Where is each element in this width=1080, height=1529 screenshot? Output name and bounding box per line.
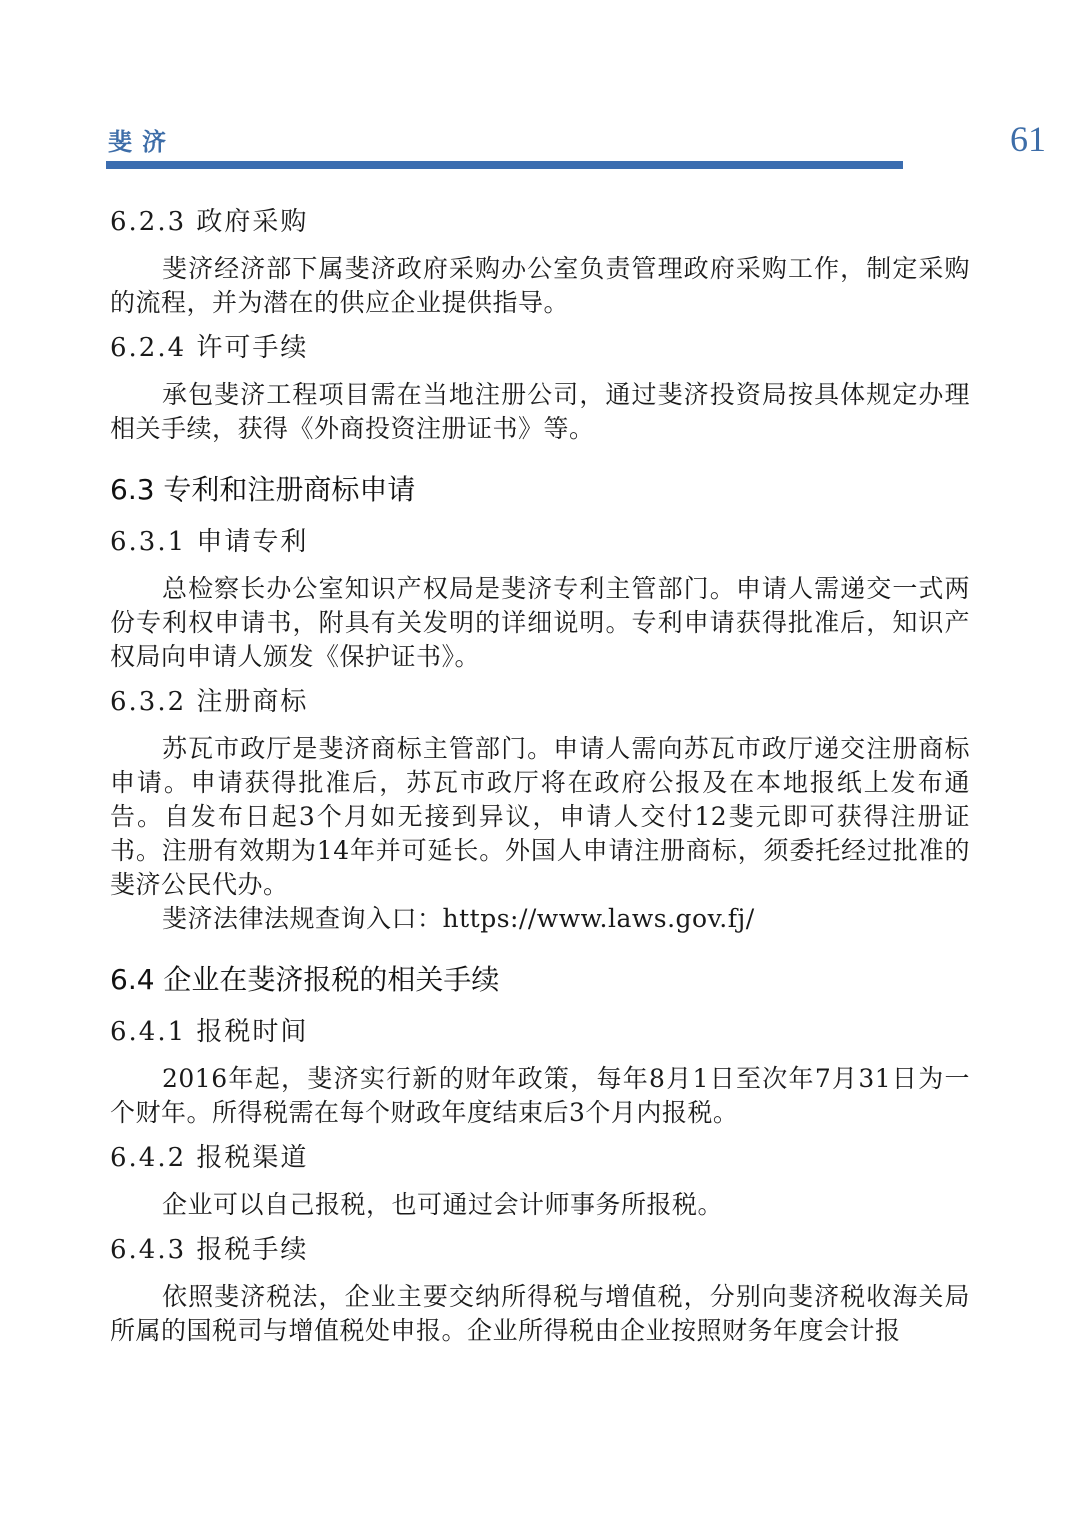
- subsection-heading: 6.3.2 注册商标: [110, 687, 309, 717]
- page-content: [110, 198, 970, 1358]
- paragraph: 总检察长办公室知识产权局是斐济专利主管部门。申请人需递交一式两份专利权申请书，附具有关发明的详细说明。专利申请获得批准后，知识产权局向申请人颁发《保护证书》。: [110, 574, 970, 671]
- subsection-heading: 6.4.1 报税时间: [110, 1017, 309, 1047]
- section-heading: 6.3 专利和注册商标申请: [110, 473, 416, 506]
- header-rule: [106, 161, 903, 169]
- page-number: 61: [1010, 119, 1046, 159]
- subsection-heading: 6.2.4 许可手续: [110, 333, 309, 363]
- laws-link-paragraph[interactable]: 斐济法律法规查询入口：https://www.laws.gov.fj/: [162, 904, 755, 933]
- subsection-heading: 6.3.1 申请专利: [110, 527, 309, 557]
- subsection-heading: 6.4.3 报税手续: [110, 1235, 309, 1265]
- paragraph: 依照斐济税法，企业主要交纳所得税与增值税，分别向斐济税收海关局所属的国税司与增值税处申报。企业所得税由企业按照财务年度会计报: [110, 1282, 970, 1345]
- running-header-title: 斐济: [108, 128, 176, 156]
- section-heading: 6.4 企业在斐济报税的相关手续: [110, 963, 500, 996]
- paragraph: 斐济经济部下属斐济政府采购办公室负责管理政府采购工作，制定采购的流程，并为潜在的供应企业提供指导。: [110, 254, 970, 317]
- subsection-heading: 6.2.3 政府采购: [110, 207, 309, 237]
- paragraph: 苏瓦市政厅是斐济商标主管部门。申请人需向苏瓦市政厅递交注册商标申请。申请获得批准后，苏瓦市政厅将在政府公报及在本地报纸上发布通告。自发布日起3个月如无接到异议，申请人交付12斐元即可获得注册证书。注册有效期为14年并可延长。外国人申请注册商标，须委托经过批准的斐济公民代办。: [110, 734, 970, 899]
- paragraph: 企业可以自己报税，也可通过会计师事务所报税。: [162, 1190, 724, 1219]
- paragraph: 承包斐济工程项目需在当地注册公司，通过斐济投资局按具体规定办理相关手续，获得《外商投资注册证书》等。: [110, 380, 970, 443]
- paragraph: 2016年起，斐济实行新的财年政策，每年8月1日至次年7月31日为一个财年。所得税需在每个财政年度结束后3个月内报税。: [110, 1064, 970, 1127]
- subsection-heading: 6.4.2 报税渠道: [110, 1143, 309, 1173]
